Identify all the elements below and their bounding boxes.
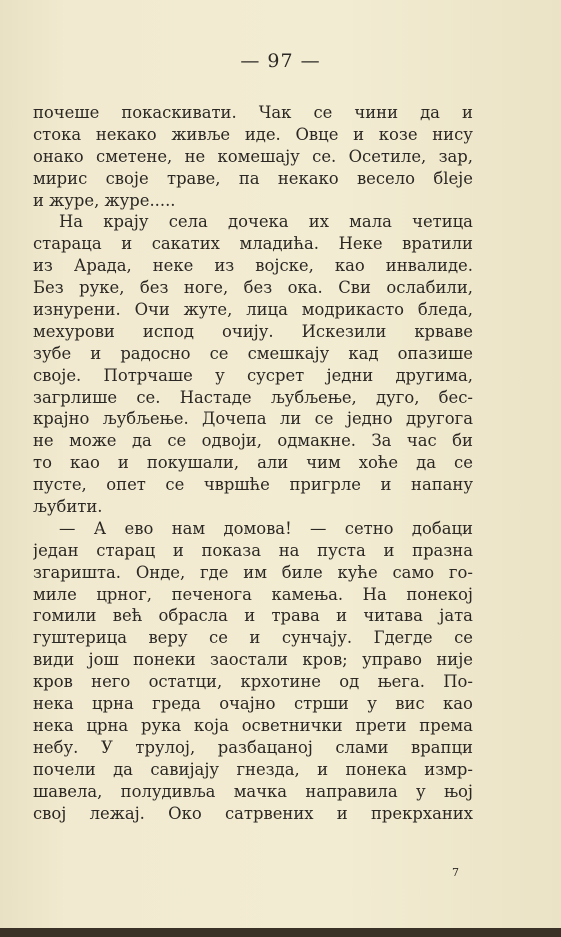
- text-line: љубити.: [33, 497, 103, 517]
- text-line: један старац и показа на пуста и празна: [33, 540, 473, 560]
- text-line: загрлише се. Настаде љубљење, дуго, бес-: [33, 387, 473, 407]
- text-line: своје. Потрчаше у сусрет једни другима,: [33, 365, 473, 385]
- text-line: стараца и сакатих младића. Неке вратили: [33, 234, 473, 254]
- text-line: нека црна рука која осветнички прети према: [33, 715, 473, 735]
- text-line: кров него остатци, крхотине од њега. По-: [33, 672, 473, 692]
- text-line: гуштерица веру се и сунчају. Гдегде се: [33, 628, 473, 648]
- text-line: стока некако живље иде. Овце и козе нису: [33, 124, 473, 144]
- text-line: зубе и радосно се смешкају кад опазише: [33, 343, 473, 363]
- text-line: почеше покаскивати. Чак се чини да и: [33, 103, 473, 122]
- text-line: то као и покушали, али чим хоће да се: [33, 453, 473, 473]
- text-line: нека црна греда очајно стрши у вис као: [33, 694, 473, 714]
- text-line: из Арада, неке из војске, као инвалиде.: [33, 256, 473, 276]
- text-line: и журе, журе.....: [33, 190, 176, 210]
- text-line: не може да се одвоји, одмакне. За час би: [33, 431, 473, 451]
- text-line: миле црног, печеногa камења. На понекој: [33, 584, 473, 604]
- text-line: крајно љубљење. Дочепа ли се једно другога: [33, 409, 473, 429]
- text-line: гомили већ обрасла и трава и читава јата: [33, 606, 473, 626]
- text-line: пусте, опет се чвршће пригрле и напану: [33, 475, 473, 495]
- text-line: На крају села дочека их мала четица: [59, 212, 473, 232]
- text-line: Без руке, без ноге, без ока. Сви ослабили,: [33, 278, 473, 298]
- text-line: згаришта. Онде, где им биле куће само го-: [33, 562, 473, 582]
- text-line: — А ево нам домова! — сетно добаци: [59, 518, 473, 538]
- text-line: почели да савијају гнезда, и понека измр-: [33, 759, 473, 779]
- text-line: види још понеки заостали кров; управо није: [33, 650, 473, 670]
- page-number: — 97 —: [240, 50, 321, 72]
- text-line: свој лежај. Око сатрвених и прекрханих: [33, 803, 473, 823]
- text-line: онако сметене, не комешају се. Осетиле, зар,: [33, 146, 473, 166]
- text-line: небу. У трулој, разбацаној слами врапци: [33, 737, 473, 757]
- bottom-border: [0, 928, 561, 937]
- text-line: шавела, полудивља мачка направила у њој: [33, 781, 473, 801]
- text-line: изнурени. Очи жуте, лица модрикасто бледа,: [33, 300, 473, 320]
- text-line: мехурови испод очију. Искезили крваве: [33, 321, 473, 341]
- body-text: [33, 102, 473, 824]
- text-line: мирис своје траве, па некако весело бleје: [33, 168, 473, 188]
- signature-mark: 7: [452, 866, 459, 879]
